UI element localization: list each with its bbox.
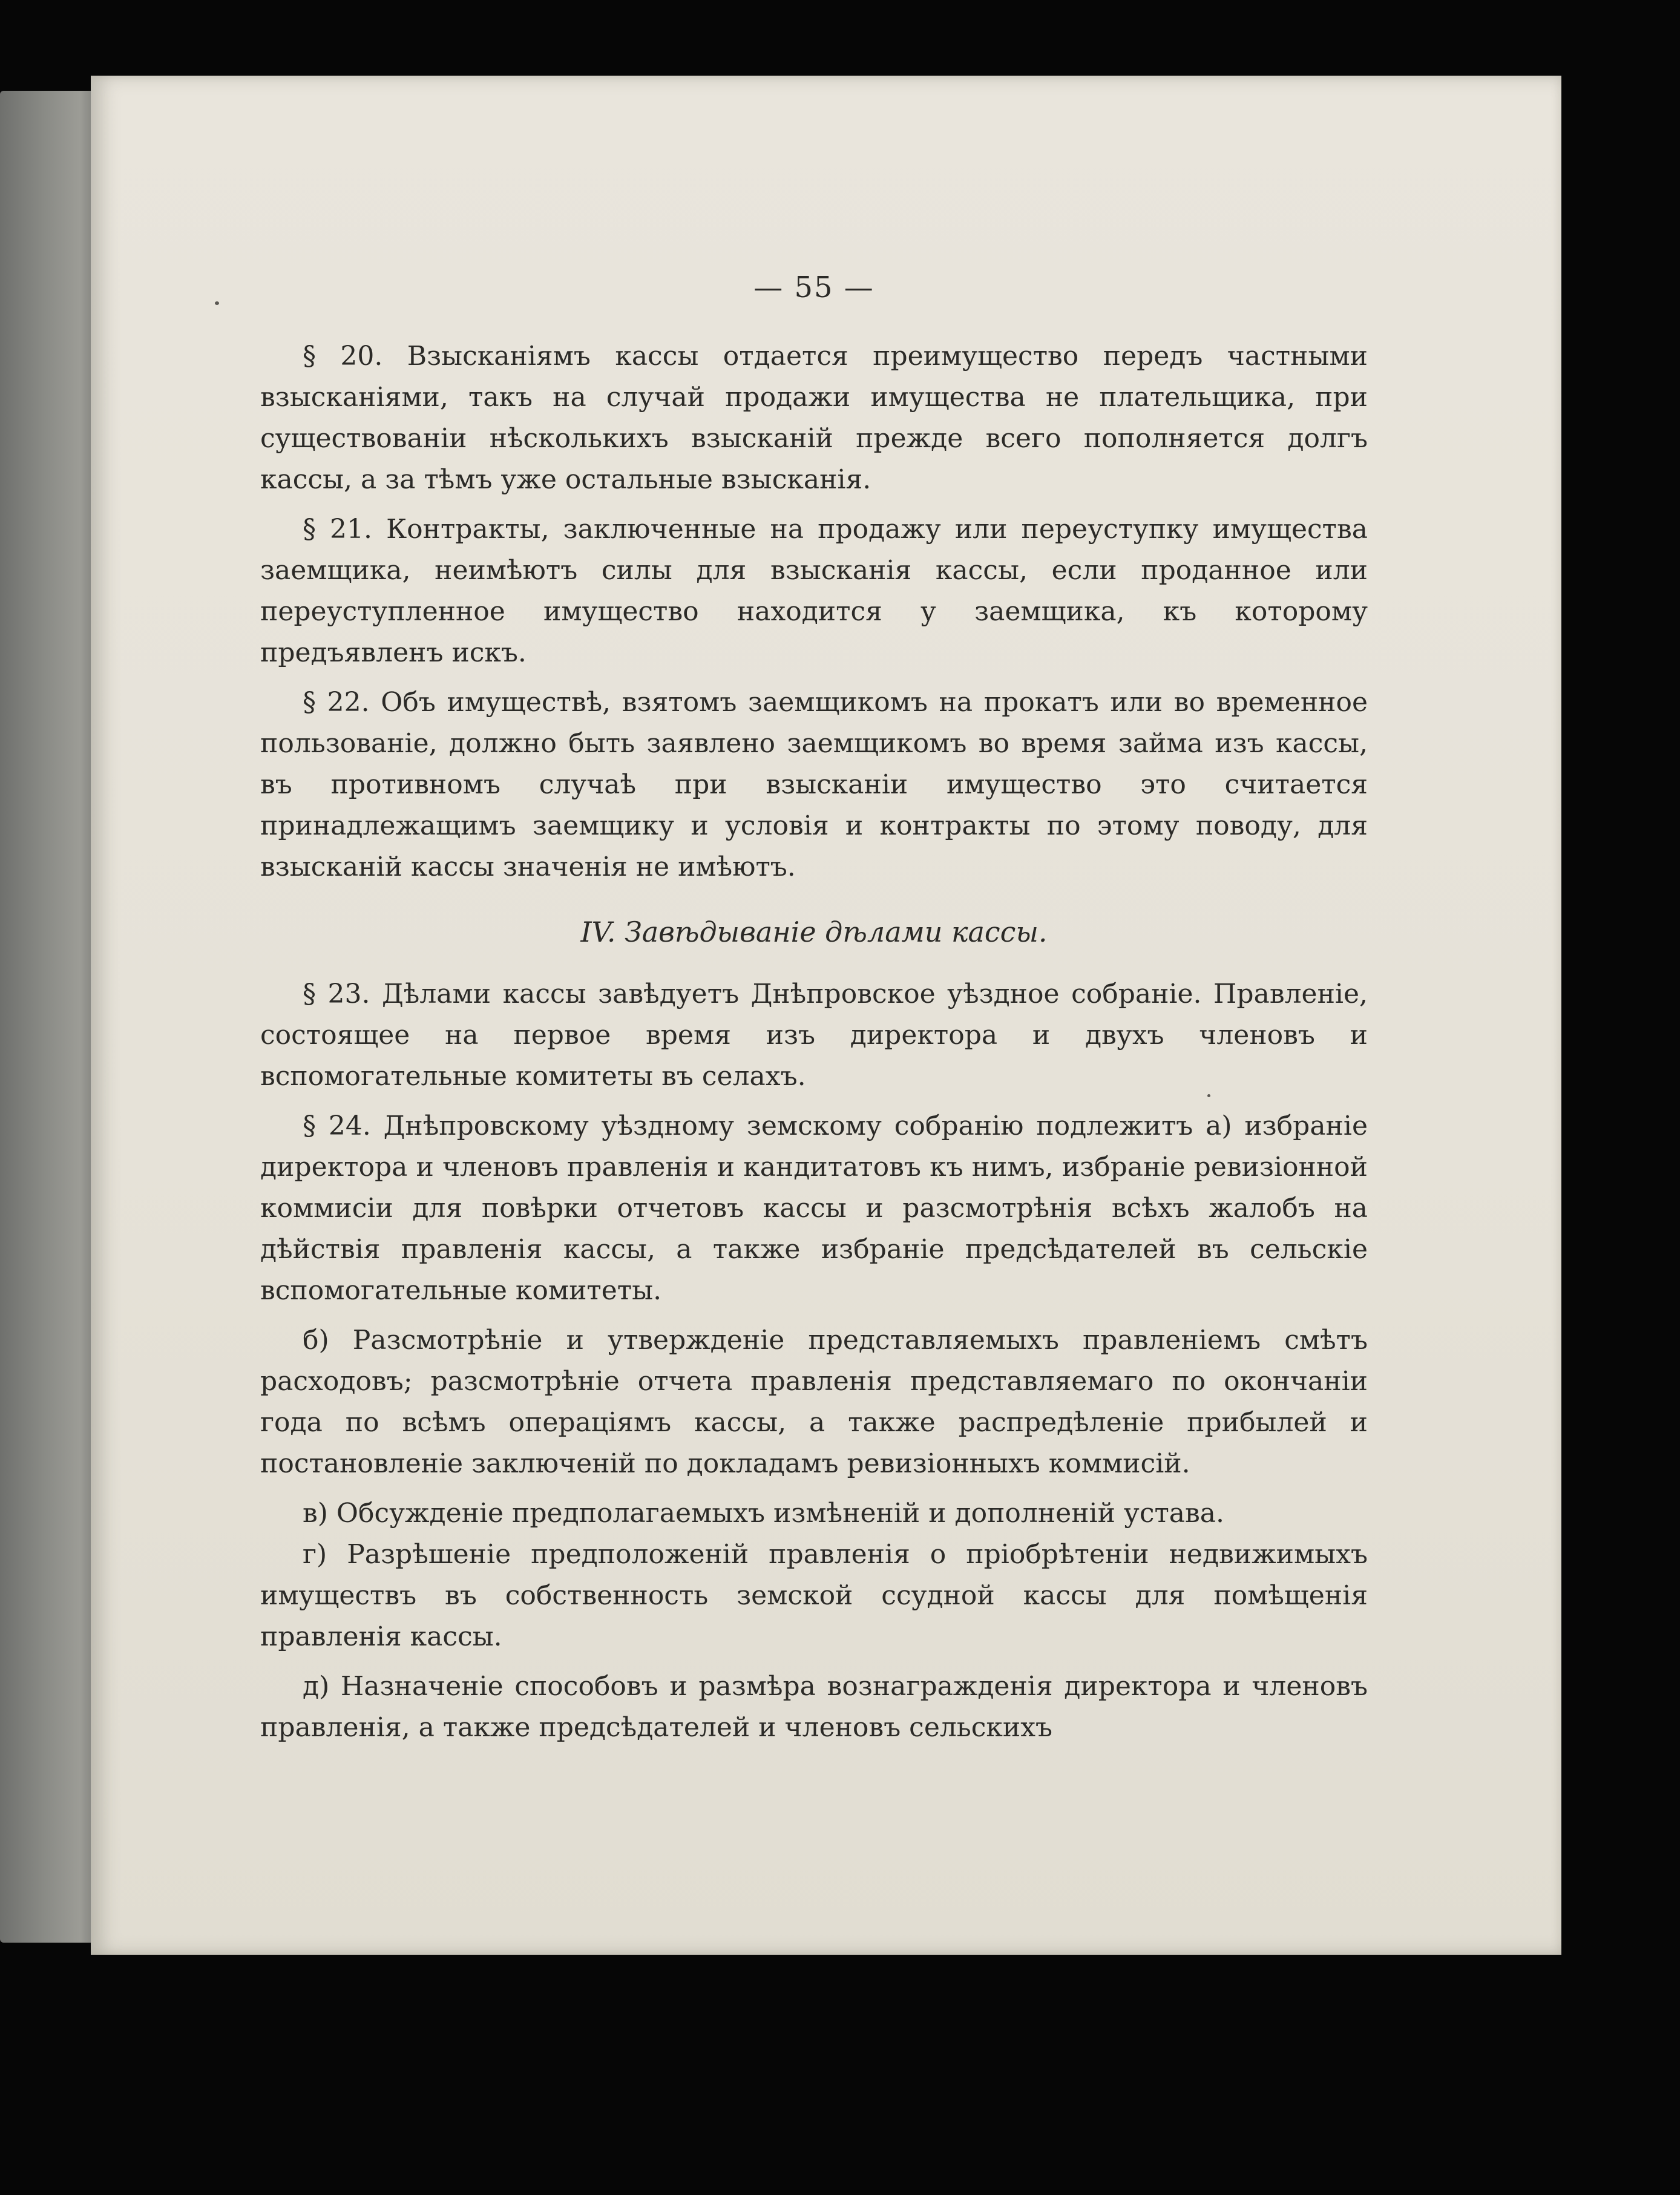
section-heading: IV. Завѣдываніе дѣлами кассы.	[580, 916, 1048, 948]
paragraph-24-v: в) Обсужденіе предполагаемыхъ измѣненій и дополненій устава.	[303, 1498, 1225, 1529]
paragraph-24-d: д) Назначеніе способовъ и размѣра вознагражденія директора и членовъ правленія, а также предсѣдателей и членовъ сельскихъ	[260, 1671, 1368, 1743]
paragraph-24-b: б) Разсмотрѣніе и утвержденіе представляемыхъ правленіемъ смѣтъ расходовъ; разсмотрѣніе отчета правленія представляемаго по окончаніи года по всѣмъ операціямъ кассы, а также распредѣленіе прибылей и постановленіе заключеній по докладамъ ревизіонныхъ коммисій.	[260, 1325, 1368, 1479]
paragraph-23: § 23. Дѣлами кассы завѣдуетъ Днѣпровское уѣздное собраніе. Правленіе, состоящее на первое время изъ директора и двухъ членовъ и вспомогательные комитеты въ селахъ.	[260, 979, 1368, 1092]
paragraph-21: § 21. Контракты, заключенные на продажу или переуступку имущества заемщика, неимѣютъ силы для взысканія кассы, если проданное или переуступленное имущество находится у заемщика, къ которому предъявленъ искъ.	[260, 514, 1368, 668]
paragraph-24: § 24. Днѣпровскому уѣздному земскому собранію подлежитъ а) избраніе директора и членовъ правленія и кандитатовъ къ нимъ, избраніе ревизіонной коммисіи для повѣрки отчетовъ кассы и разсмотрѣнія всѣхъ жалобъ на дѣйствія правленія кассы, а также избраніе предсѣдателей въ сельскіе вспомогательные комитеты.	[260, 1111, 1368, 1306]
paragraph-20: § 20. Взысканіямъ кассы отдается преимущество передъ частными взысканіями, такъ на случай продажи имущества не плательщика, при существованіи нѣсколькихъ взысканій прежде всего пополняется долгъ кассы, а за тѣмъ уже остальные взысканія.	[260, 341, 1368, 495]
book-spine	[0, 91, 100, 1943]
book-page	[91, 76, 1561, 1955]
ink-speck	[215, 301, 219, 305]
page-content	[260, 263, 1368, 1748]
page-number: — 55 —	[753, 271, 874, 304]
paragraph-22: § 22. Объ имуществѣ, взятомъ заемщикомъ на прокатъ или во временное пользованіе, должно быть заявлено заемщикомъ во время займа изъ кассы, въ противномъ случаѣ при взысканіи имущество это считается принадлежащимъ заемщику и условія и контракты по этому поводу, для взысканій кассы значенія не имѣютъ.	[260, 687, 1368, 882]
paragraph-24-g: г) Разрѣшеніе предположеній правленія о пріобрѣтеніи недвижимыхъ имуществъ въ собственность земской ссудной кассы для помѣщенія правленія кассы.	[260, 1539, 1368, 1652]
